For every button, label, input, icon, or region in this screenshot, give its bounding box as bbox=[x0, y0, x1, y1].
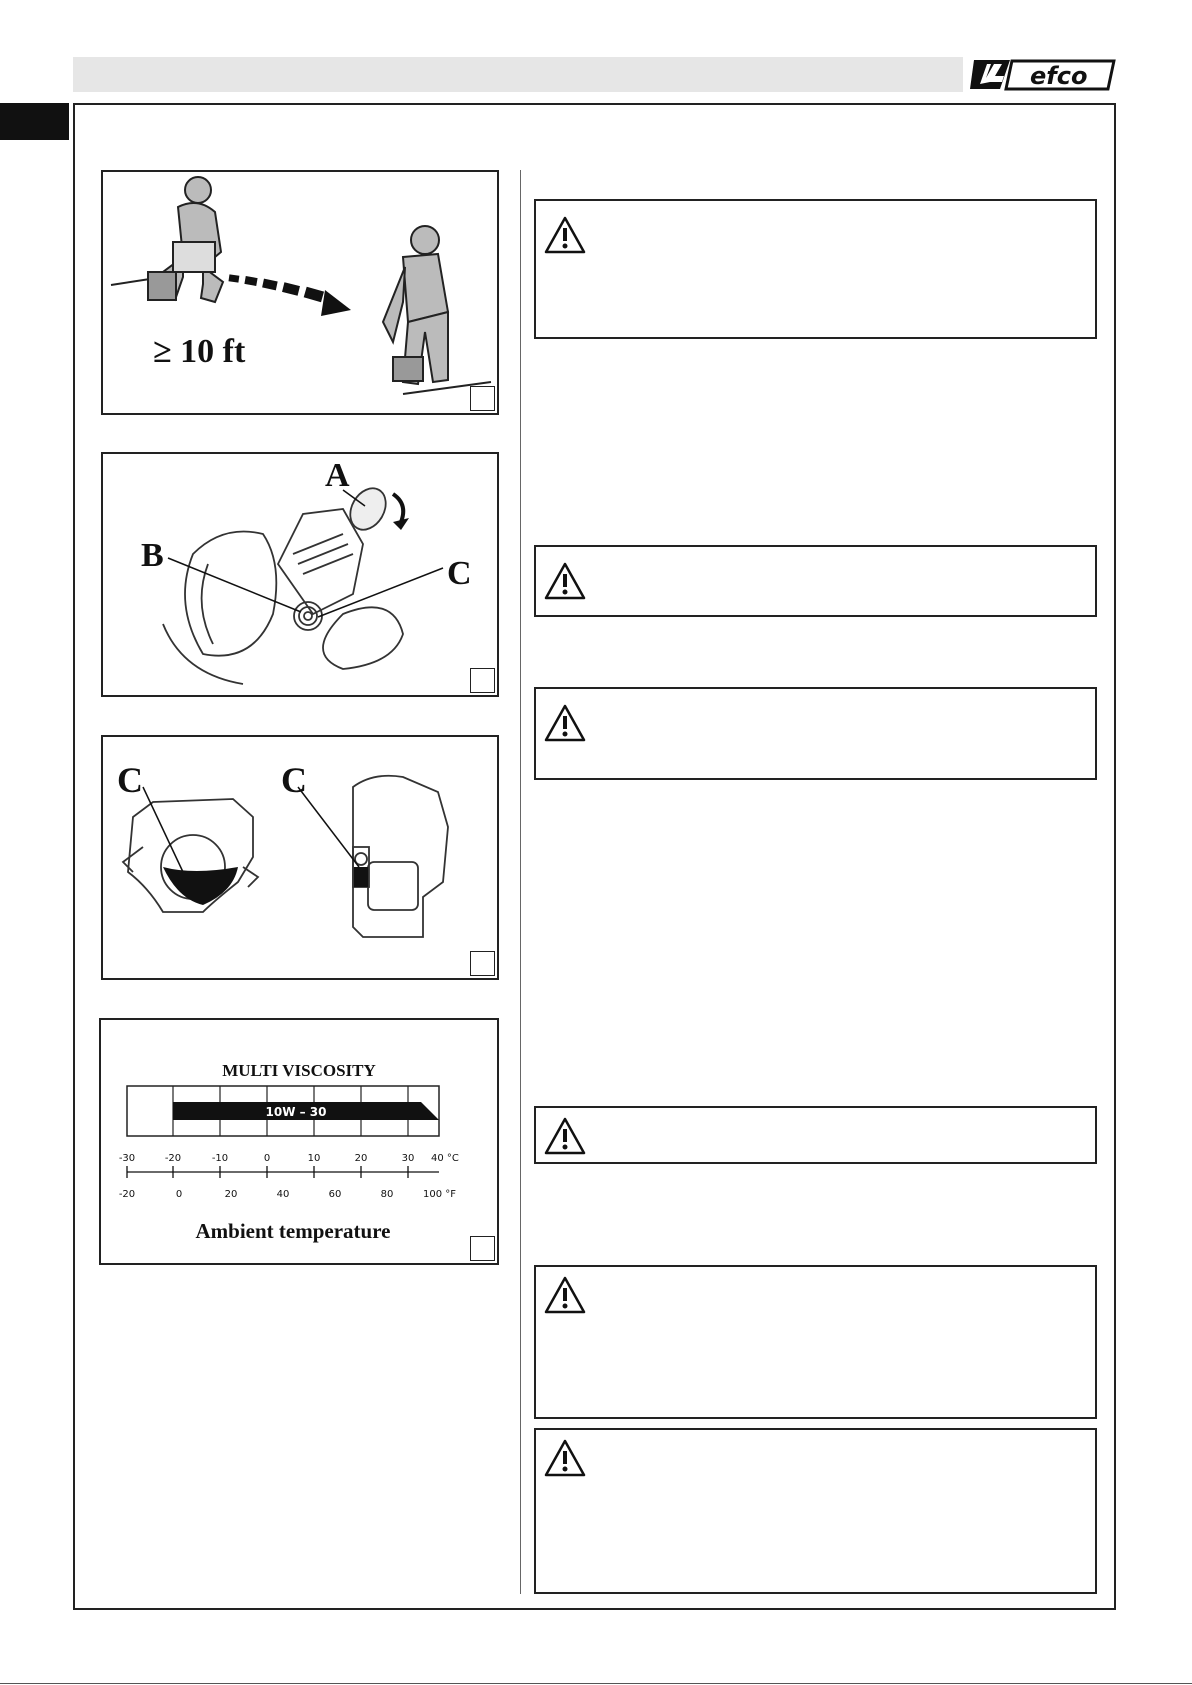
warning-triangle-icon bbox=[543, 561, 587, 601]
chart-xlabel: Ambient temperature bbox=[195, 1219, 391, 1243]
c-tick: 40 °C bbox=[431, 1153, 459, 1164]
c-tick: -30 bbox=[118, 1153, 136, 1164]
callout-b: B bbox=[141, 537, 164, 574]
f-tick: 100 °F bbox=[423, 1189, 457, 1200]
chart-title: MULTI VISCOSITY bbox=[222, 1061, 376, 1080]
c-tick: -20 bbox=[164, 1153, 182, 1164]
warning-box bbox=[534, 545, 1097, 617]
warning-box bbox=[534, 1265, 1097, 1419]
brand-name: efco bbox=[1030, 62, 1088, 90]
column-divider bbox=[520, 170, 521, 1594]
c-tick: 0 bbox=[263, 1153, 271, 1164]
warning-triangle-icon bbox=[543, 1116, 587, 1156]
figure-number-box bbox=[470, 668, 495, 693]
f-tick: 40 bbox=[276, 1189, 290, 1200]
callout-c-right: C bbox=[281, 760, 307, 800]
efco-logo bbox=[970, 56, 1118, 93]
c-tick: -10 bbox=[211, 1153, 229, 1164]
figure-refuel-distance bbox=[101, 170, 499, 415]
distance-label: ≥ 10 ft bbox=[153, 333, 246, 370]
f-tick: -20 bbox=[118, 1189, 136, 1200]
f-tick: 0 bbox=[175, 1189, 183, 1200]
f-tick: 20 bbox=[224, 1189, 238, 1200]
callout-c: C bbox=[447, 555, 472, 592]
warning-box bbox=[534, 199, 1097, 339]
f-tick: 60 bbox=[328, 1189, 342, 1200]
warning-box bbox=[534, 687, 1097, 780]
c-tick: 30 bbox=[401, 1153, 415, 1164]
figure-oil-level bbox=[101, 735, 499, 980]
callout-c-left: C bbox=[117, 760, 143, 800]
warning-triangle-icon bbox=[543, 215, 587, 255]
bottom-rule bbox=[0, 1683, 1192, 1684]
callout-a: A bbox=[325, 457, 350, 494]
warning-triangle-icon bbox=[543, 703, 587, 743]
figure-number-box bbox=[470, 386, 495, 411]
figure-oil-cap bbox=[101, 452, 499, 697]
c-tick: 10 bbox=[307, 1153, 321, 1164]
header-bar bbox=[73, 57, 963, 92]
section-tab bbox=[0, 103, 69, 140]
figure-number-box bbox=[470, 1236, 495, 1261]
warning-box bbox=[534, 1428, 1097, 1594]
warning-box bbox=[534, 1106, 1097, 1164]
warning-triangle-icon bbox=[543, 1438, 587, 1478]
f-tick: 80 bbox=[380, 1189, 394, 1200]
band-label: 10W – 30 bbox=[265, 1105, 327, 1119]
c-tick: 20 bbox=[354, 1153, 368, 1164]
warning-triangle-icon bbox=[543, 1275, 587, 1315]
figure-number-box bbox=[470, 951, 495, 976]
figure-viscosity-chart bbox=[99, 1018, 499, 1265]
